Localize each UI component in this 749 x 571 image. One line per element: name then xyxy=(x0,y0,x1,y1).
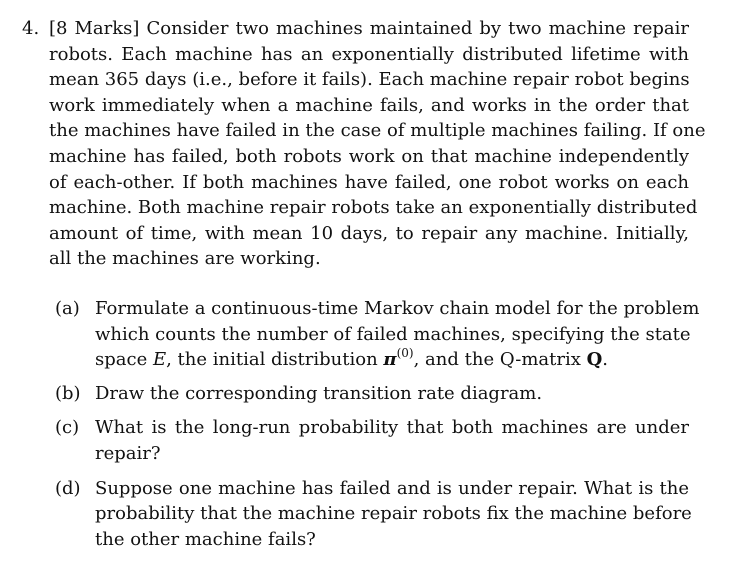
part-c-text xyxy=(95,415,689,466)
part-b-label: (b) xyxy=(55,382,81,404)
math-pi-symbol: π xyxy=(383,349,397,371)
part-b-text xyxy=(95,381,689,407)
part-d xyxy=(49,476,692,553)
question-body-line: all the machines are working. xyxy=(49,248,321,270)
math-q-matrix: Q xyxy=(586,349,603,371)
question-body-line: machine has failed, both robots work on that machine independently xyxy=(49,145,689,167)
text-fragment: space xyxy=(95,349,153,371)
question-body-line: of each-other. If both machines have failed, one robot works on each xyxy=(49,171,689,193)
question-body-line: the machines have failed in the case of multiple machines failing. If one xyxy=(49,120,706,142)
part-a xyxy=(49,296,700,373)
part-a-line: which counts the number of failed machines, specifying the state xyxy=(95,323,691,345)
text-fragment: , and the Q-matrix xyxy=(413,349,587,371)
question-number: 4. xyxy=(22,18,40,39)
question-body-line: amount of time, with mean 10 days, to repair any machine. Initially, xyxy=(49,222,689,244)
text-fragment: . xyxy=(602,349,609,371)
part-d-line: probability that the machine repair robots fix the machine before xyxy=(95,503,692,525)
part-c xyxy=(49,415,689,466)
question-body xyxy=(49,16,706,272)
text-fragment: , the initial distribution xyxy=(166,349,384,371)
sub-questions xyxy=(49,296,700,552)
question-body-line: [8 Marks] Consider two machines maintained by two machine repair xyxy=(49,18,689,39)
math-state-space-E: E xyxy=(152,349,167,371)
part-d-label: (d) xyxy=(55,477,81,499)
question-body-line: mean 365 days (i.e., before it fails). Each machine repair robot begins xyxy=(49,69,690,91)
part-b-line: Draw the corresponding transition rate diagram. xyxy=(95,382,543,404)
part-b xyxy=(49,381,689,407)
part-d-line: Suppose one machine has failed and is under repair. What is the xyxy=(95,477,689,499)
part-d-text xyxy=(95,476,692,553)
question-body-line: robots. Each machine has an exponentially distributed lifetime with xyxy=(49,43,689,65)
question-body-line: work immediately when a machine fails, and works in the order that xyxy=(49,94,689,116)
part-c-label: (c) xyxy=(55,417,80,439)
question-body-line: machine. Both machine repair robots take an exponentially distributed xyxy=(49,197,698,219)
part-d-line: the other machine fails? xyxy=(95,528,316,550)
part-a-text xyxy=(95,296,700,373)
math-superscript: (0) xyxy=(396,346,414,361)
part-a-label: (a) xyxy=(55,298,80,319)
part-a-line: Formulate a continuous-time Markov chain model for the problem xyxy=(95,298,700,319)
part-c-line: What is the long-run probability that both machines are under xyxy=(95,417,689,439)
part-c-line: repair? xyxy=(95,442,161,464)
part-a-line xyxy=(95,347,689,373)
